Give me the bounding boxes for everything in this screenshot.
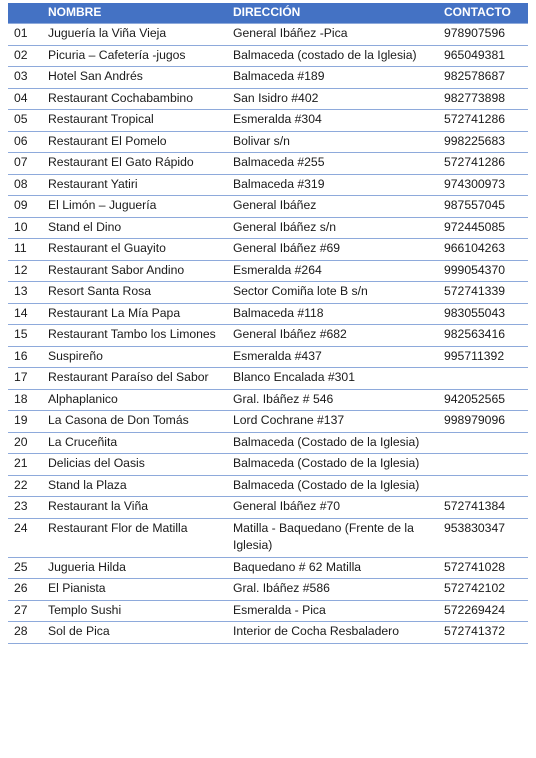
cell-nombre: Suspireño <box>41 346 226 368</box>
cell-nombre: Jugueria Hilda <box>41 557 226 579</box>
cell-number: 22 <box>8 475 41 497</box>
table-header <box>8 3 528 24</box>
table-row <box>8 579 528 601</box>
cell-number: 19 <box>8 411 41 433</box>
cell-contacto: 998225683 <box>437 131 528 153</box>
table-row <box>8 67 528 89</box>
cell-nombre: Templo Sushi <box>41 600 226 622</box>
cell-contacto: 974300973 <box>437 174 528 196</box>
cell-direccion: Baquedano # 62 Matilla <box>226 557 437 579</box>
cell-direccion: Gral. Ibáñez #586 <box>226 579 437 601</box>
header-contacto: CONTACTO <box>437 3 528 24</box>
cell-direccion: Balmaceda #189 <box>226 67 437 89</box>
cell-direccion: General Ibáñez s/n <box>226 217 437 239</box>
cell-nombre: Delicias del Oasis <box>41 454 226 476</box>
cell-number: 07 <box>8 153 41 175</box>
cell-nombre: Restaurant Flor de Matilla <box>41 518 226 557</box>
cell-contacto <box>437 454 528 476</box>
cell-nombre: Restaurant Tambo los Limones <box>41 325 226 347</box>
cell-direccion: Matilla - Baquedano (Frente de la Iglesia) <box>226 518 437 557</box>
header-number <box>8 3 41 24</box>
cell-nombre: Restaurant la Viña <box>41 497 226 519</box>
table-row <box>8 497 528 519</box>
cell-nombre: Restaurant El Gato Rápido <box>41 153 226 175</box>
cell-contacto: 572741286 <box>437 110 528 132</box>
cell-number: 18 <box>8 389 41 411</box>
table-row <box>8 325 528 347</box>
cell-number: 15 <box>8 325 41 347</box>
cell-nombre: Alphaplanico <box>41 389 226 411</box>
cell-contacto: 572741028 <box>437 557 528 579</box>
table-row <box>8 131 528 153</box>
cell-nombre: Resort Santa Rosa <box>41 282 226 304</box>
table-row <box>8 45 528 67</box>
table-row <box>8 518 528 557</box>
cell-direccion: Esmeralda #304 <box>226 110 437 132</box>
cell-contacto: 972445085 <box>437 217 528 239</box>
cell-number: 12 <box>8 260 41 282</box>
cell-number: 03 <box>8 67 41 89</box>
cell-contacto: 572741384 <box>437 497 528 519</box>
table-row <box>8 411 528 433</box>
cell-direccion: Esmeralda #264 <box>226 260 437 282</box>
cell-nombre: Stand la Plaza <box>41 475 226 497</box>
table-row <box>8 622 528 644</box>
cell-contacto <box>437 432 528 454</box>
cell-direccion: Balmaceda #319 <box>226 174 437 196</box>
cell-number: 28 <box>8 622 41 644</box>
cell-direccion: Balmaceda (Costado de la Iglesia) <box>226 454 437 476</box>
table-row <box>8 389 528 411</box>
cell-nombre: Juguería la Viña Vieja <box>41 24 226 46</box>
cell-contacto: 982578687 <box>437 67 528 89</box>
cell-number: 01 <box>8 24 41 46</box>
cell-nombre: Sol de Pica <box>41 622 226 644</box>
cell-nombre: La Casona de Don Tomás <box>41 411 226 433</box>
table-row <box>8 196 528 218</box>
cell-direccion: General Ibáñez -Pica <box>226 24 437 46</box>
cell-number: 24 <box>8 518 41 557</box>
cell-nombre: Restaurant La Mía Papa <box>41 303 226 325</box>
cell-contacto: 983055043 <box>437 303 528 325</box>
cell-contacto: 572742102 <box>437 579 528 601</box>
cell-number: 13 <box>8 282 41 304</box>
cell-direccion: Blanco Encalada #301 <box>226 368 437 390</box>
table-row <box>8 432 528 454</box>
table-row <box>8 303 528 325</box>
cell-direccion: Balmaceda (Costado de la Iglesia) <box>226 475 437 497</box>
cell-contacto: 978907596 <box>437 24 528 46</box>
cell-direccion: Sector Comiña lote B s/n <box>226 282 437 304</box>
cell-number: 06 <box>8 131 41 153</box>
cell-nombre: Stand el Dino <box>41 217 226 239</box>
cell-number: 11 <box>8 239 41 261</box>
cell-nombre: Restaurant Cochabambino <box>41 88 226 110</box>
cell-number: 17 <box>8 368 41 390</box>
cell-number: 10 <box>8 217 41 239</box>
cell-number: 05 <box>8 110 41 132</box>
cell-number: 25 <box>8 557 41 579</box>
cell-direccion: Esmeralda - Pica <box>226 600 437 622</box>
cell-contacto <box>437 368 528 390</box>
cell-contacto: 942052565 <box>437 389 528 411</box>
header-row <box>8 3 528 24</box>
cell-direccion: General Ibáñez <box>226 196 437 218</box>
cell-nombre: El Limón – Juguería <box>41 196 226 218</box>
cell-direccion: Interior de Cocha Resbaladero <box>226 622 437 644</box>
table-row <box>8 110 528 132</box>
cell-number: 08 <box>8 174 41 196</box>
cell-contacto: 572741339 <box>437 282 528 304</box>
cell-contacto: 572741372 <box>437 622 528 644</box>
table-body <box>8 24 528 644</box>
cell-number: 16 <box>8 346 41 368</box>
cell-nombre: Restaurant el Guayito <box>41 239 226 261</box>
cell-number: 20 <box>8 432 41 454</box>
table-row <box>8 368 528 390</box>
cell-nombre: Hotel San Andrés <box>41 67 226 89</box>
table-row <box>8 600 528 622</box>
cell-contacto: 572741286 <box>437 153 528 175</box>
table-row <box>8 557 528 579</box>
cell-number: 04 <box>8 88 41 110</box>
cell-number: 27 <box>8 600 41 622</box>
header-nombre: NOMBRE <box>41 3 226 24</box>
cell-contacto: 982563416 <box>437 325 528 347</box>
cell-nombre: Restaurant Sabor Andino <box>41 260 226 282</box>
cell-direccion: Balmaceda (Costado de la Iglesia) <box>226 432 437 454</box>
cell-contacto: 987557045 <box>437 196 528 218</box>
cell-contacto: 966104263 <box>437 239 528 261</box>
cell-direccion: Balmaceda #255 <box>226 153 437 175</box>
cell-contacto: 999054370 <box>437 260 528 282</box>
table-row <box>8 153 528 175</box>
table-row <box>8 88 528 110</box>
cell-contacto: 982773898 <box>437 88 528 110</box>
cell-nombre: El Pianista <box>41 579 226 601</box>
cell-contacto: 953830347 <box>437 518 528 557</box>
cell-number: 21 <box>8 454 41 476</box>
directory-table <box>8 3 528 644</box>
cell-nombre: Restaurant Yatiri <box>41 174 226 196</box>
cell-contacto: 995711392 <box>437 346 528 368</box>
cell-contacto <box>437 475 528 497</box>
header-direccion: DIRECCIÓN <box>226 3 437 24</box>
table-row <box>8 346 528 368</box>
cell-contacto: 998979096 <box>437 411 528 433</box>
cell-nombre: Restaurant Paraíso del Sabor <box>41 368 226 390</box>
cell-direccion: Balmaceda (costado de la Iglesia) <box>226 45 437 67</box>
cell-nombre: La Cruceñita <box>41 432 226 454</box>
cell-direccion: San Isidro #402 <box>226 88 437 110</box>
table-row <box>8 217 528 239</box>
cell-number: 02 <box>8 45 41 67</box>
cell-direccion: Bolivar s/n <box>226 131 437 153</box>
table-row <box>8 174 528 196</box>
cell-nombre: Restaurant El Pomelo <box>41 131 226 153</box>
cell-number: 09 <box>8 196 41 218</box>
table-row <box>8 475 528 497</box>
table-row <box>8 282 528 304</box>
cell-direccion: Balmaceda #118 <box>226 303 437 325</box>
table-row <box>8 24 528 46</box>
cell-direccion: Lord Cochrane #137 <box>226 411 437 433</box>
cell-nombre: Picuria – Cafetería -jugos <box>41 45 226 67</box>
table-row <box>8 239 528 261</box>
cell-direccion: General Ibáñez #69 <box>226 239 437 261</box>
cell-contacto: 965049381 <box>437 45 528 67</box>
cell-direccion: General Ibáñez #682 <box>226 325 437 347</box>
cell-direccion: General Ibáñez #70 <box>226 497 437 519</box>
cell-number: 23 <box>8 497 41 519</box>
cell-number: 14 <box>8 303 41 325</box>
cell-number: 26 <box>8 579 41 601</box>
cell-contacto: 572269424 <box>437 600 528 622</box>
cell-direccion: Esmeralda #437 <box>226 346 437 368</box>
cell-direccion: Gral. Ibáñez # 546 <box>226 389 437 411</box>
table-row <box>8 260 528 282</box>
table-row <box>8 454 528 476</box>
cell-nombre: Restaurant Tropical <box>41 110 226 132</box>
